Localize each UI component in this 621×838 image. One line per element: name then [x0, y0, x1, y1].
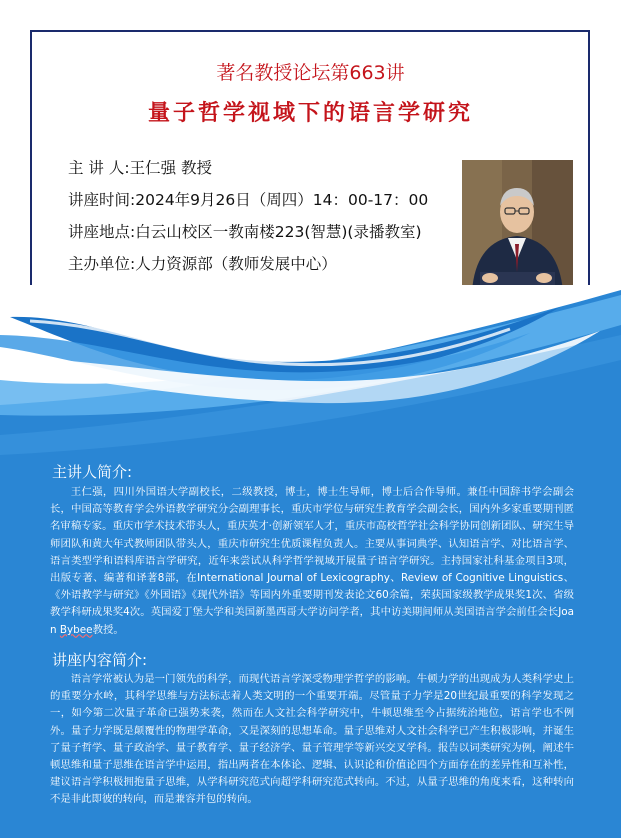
speaker-intro-body: 王仁强，四川外国语大学副校长，二级教授，博士，博士生导师，博士后合作导师。兼任中国辞书学会副会长，中国高等教育学会外语教学研究分会副理事长，重庆市学位与研究生教育学会副会长，国内外多家重要期刊匿名审稿专家。重庆市学术技术带头人，重庆英才·创新领军人才，重庆市高校哲学社会科学协同创新团队、研究生导师团队和黄大年式教师团队带头人，重庆市研究生优质课程负责人。主要从事词典学、认知语言学、对比语言学、语言类型学和语料库语言学研究，近年来尝试从科学哲学视域开展量子语言学研究。主持国家社科基金项目3项，出版专著、编著和译著8部，在International Journal of Lexicography、Review of Cognitive Linguistics、《外语教学与研究》《外国语》《现代外语》等国内外重要期刊发表论文60余篇，荣获国家级教学成果奖1次、省级教学科研成果奖4次。英国爱丁堡大学和美国新墨西哥大学访问学者，其中访美期间师从美国语言学会前任会长Joan [50, 486, 574, 636]
time-label: 讲座时间: [68, 191, 136, 209]
place-label: 讲座地点: [68, 223, 136, 241]
speaker-value: 王仁强 教授 [129, 159, 213, 177]
content-intro-heading: 讲座内容简介: [52, 651, 148, 669]
host-row [68, 252, 428, 284]
lecture-title: 量子哲学视域下的语言学研究 [147, 100, 473, 126]
host-value: 人力资源部（教师发展中心） [135, 255, 337, 273]
bybee-name: Bybee [59, 623, 93, 636]
speaker-label: 主 讲 人: [68, 159, 130, 177]
time-value: 2024年9月26日（周四）14：00-17：00 [135, 191, 429, 209]
time-row [68, 188, 428, 220]
speaker-row [68, 156, 428, 188]
content-intro-text: 语言学常被认为是一门领先的科学，而现代语言学深受物理学哲学的影响。牛顿力学的出现成为人类科学史上的重要分水岭，其科学思维与方法标志着人类文明的一个重要开端。尽管量子力学是20世纪最重要的科学发现之一，如今第二次量子革命已强势来袭，然而在人文社会科学研究中，牛顿思维至今占据统治地位，语言学也不例外。量子力学既是颠覆性的物理学革命，又是深刻的思想革命。量子思维对人文社会科学已产生积极影响，并诞生了量子哲学、量子政治学、量子教育学、量子经济学、量子管理学等新兴交叉学科。报告以词类研究为例，阐述牛顿思维和量子思维在语言学中运用，指出两者在本体论、逻辑、认识论和价值论四个方面存在的差异性和互补性，建议语言学积极拥抱量子思维，从学科研究范式向超学科研究范式转向。不过，从量子思维的角度来看，这种转向不是非此即彼的转向，而是兼容并包的转向。 [50, 673, 574, 806]
speaker-portrait-image [462, 160, 573, 291]
speaker-intro-heading: 主讲人简介: [52, 463, 133, 481]
speaker-photo [462, 160, 573, 291]
speaker-intro-text [50, 484, 574, 639]
place-value: 白云山校区一教南楼223(智慧)(录播教室) [135, 223, 422, 241]
speaker-intro-tail: 教授。 [92, 623, 124, 636]
place-row [68, 220, 428, 252]
forum-series-title: 著名教授论坛第663讲 [216, 62, 405, 84]
host-label: 主办单位: [68, 255, 136, 273]
